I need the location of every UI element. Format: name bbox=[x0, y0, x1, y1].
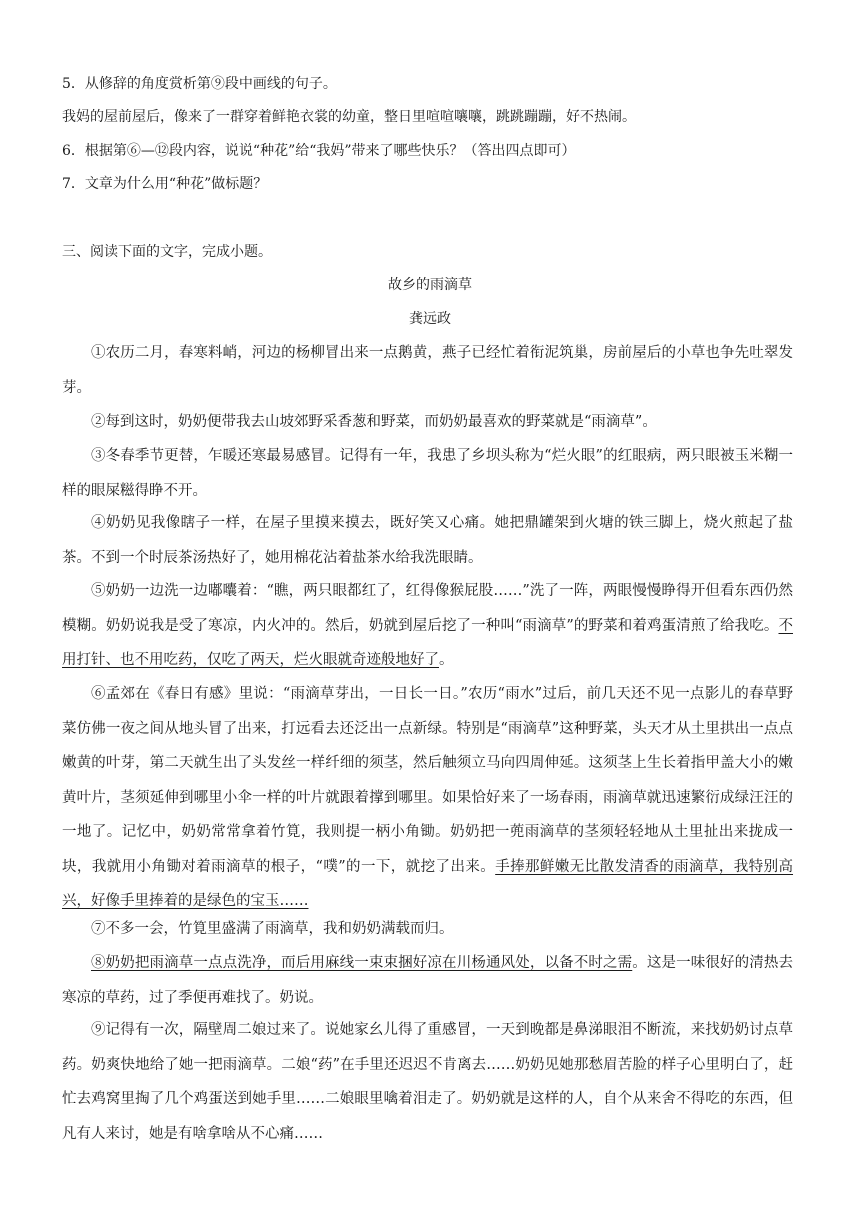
paragraph-3: ③冬春季节更替，乍暖还寒最易感冒。记得有一年，我患了乡坝头称为“烂火眼”的红眼病，两只眼被玉米糊一样的眼屎糍得睁不开。 bbox=[62, 448, 793, 499]
paragraph-6-underlined-sentence: 手捧那鲜嫩无比散发清香的雨滴草，我特别高兴，好像手里捧着的是绿色的宝玉…… bbox=[62, 858, 794, 909]
question-7: 7．文章为什么用“种花”做标题？ bbox=[62, 176, 268, 192]
paragraph-8-text: 。这是一味很好的清热去寒凉的草药，过了季便再难找了。奶说。 bbox=[62, 955, 794, 1006]
paragraph-6-text: ⑥孟郊在《春日有感》里说：“雨滴草芽出，一日长一日。”农历“雨水”过后，前几天还不见一点影儿的春草野菜仿佛一夜之间从地头冒了出来，打远看去还泛出一点新绿。特别是“雨滴草”这种野菜，头天才从土里拱出一点点嫩黄的叶芽，第二天就生出了头发丝一样纤细的须茎，然后触须立马向四周伸延。这须茎上生长着指甲盖大小的嫩黄叶片，茎须延伸到哪里小伞一样的叶片就跟着撑到哪里。如果恰好来了一场春雨，雨滴草就迅速繁衍成绿汪汪的一地了。记忆中，奶奶常常拿着竹筧，我则提一柄小角锄。奶奶把一蔸雨滴草的茎须轻轻地从土里扯出来拢成一块，我就用小角锄对着雨滴草的根子，“噗”的一下，就挖了出来。 bbox=[62, 686, 793, 875]
paragraph-5-end: 。 bbox=[439, 652, 454, 668]
question-5-quote: 我妈的屋前屋后，像来了一群穿着鲜艳衣裳的幼童，整日里喧喧嚷嚷，跳跳蹦蹦，好不热闹。 bbox=[62, 109, 636, 125]
paragraph-8-underlined-sentence: ⑧奶奶把雨滴草一点点洗净，而后用麻线一束束捆好凉在川杨通风处，以备不时之需 bbox=[91, 955, 633, 971]
paragraph-9: ⑨记得有一次，隔壁周二娘过来了。说她家幺儿得了重感冒，一天到晚都是鼻涕眼泪不断流，来找奶奶讨点草药。奶爽快地给了她一把雨滴草。二娘“药”在手里还迟迟不肯离去……奶奶见她那愁眉苦脸的样子心里明白了，赶忙去鸡窝里掏了几个鸡蛋送到她手里……二娘眼里噙着泪走了。奶奶就是这样的人，自个从来舍不得吃的东西，但凡有人来讨，她是有啥拿啥从不心痛…… bbox=[62, 1022, 793, 1142]
section-heading: 三、阅读下面的文字，完成小题。 bbox=[62, 244, 272, 260]
paragraph-5-underlined-sentence: 不用打针、也不用吃药，仅吃了两天，烂火眼就奇迹般地好了 bbox=[62, 617, 793, 668]
paragraph-8 bbox=[62, 946, 793, 1015]
paragraph-4: ④奶奶见我像瞎子一样，在屋子里摸来摸去，既好笑又心痛。她把鼎罐架到火塘的铁三脚上，烧火煎起了盐茶。不到一个时辰茶汤热好了，她用棉花沾着盐茶水给我洗眼睛。 bbox=[62, 515, 793, 566]
paragraph-2: ②每到这时，奶奶便带我去山坡郊野采香葱和野菜，而奶奶最喜欢的野菜就是“雨滴草”。 bbox=[91, 414, 657, 430]
passage-title: 故乡的雨滴草 bbox=[388, 277, 472, 293]
paragraph-7: ⑦不多一会，竹筧里盛满了雨滴草，我和奶奶满载而归。 bbox=[91, 921, 454, 937]
paragraph-6 bbox=[62, 677, 793, 919]
passage-author: 龚远政 bbox=[409, 311, 451, 327]
paragraph-1: ①农历二月，春寒料峭，河边的杨柳冒出来一点鹅黄，燕子已经忙着衔泥筑巢，房前屋后的小草也争先吐翠发芽。 bbox=[62, 345, 793, 396]
paragraph-5-text: ⑤奶奶一边洗一边嘟囔着：“瞧，两只眼都红了，红得像猴屁股……”洗了一阵，两眼慢慢睁得开但看东西仍然模糊。奶奶说我是受了寒凉，内火冲的。然后，奶就到屋后挖了一种叫“雨滴草”的野菜和着鸡蛋清煎了给我吃。 bbox=[62, 583, 793, 634]
question-5: 5．从修辞的角度赏析第⑨段中画线的句子。 bbox=[62, 76, 337, 92]
question-6: 6．根据第⑥—⑫段内容，说说“种花”给“我妈”带来了哪些快乐？（答出四点即可） bbox=[62, 143, 576, 159]
paragraph-5 bbox=[62, 574, 793, 678]
